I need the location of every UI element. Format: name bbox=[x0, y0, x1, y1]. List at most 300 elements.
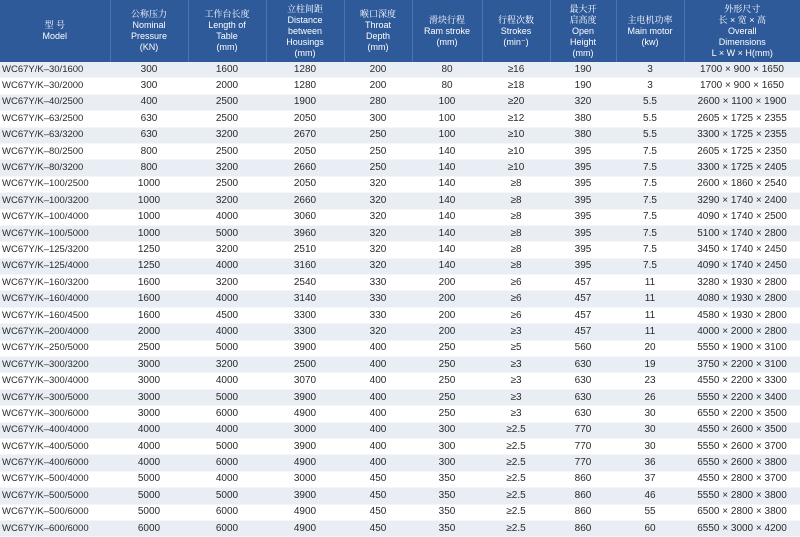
cell-ram-stroke: 100 bbox=[412, 94, 482, 110]
cell-nominal-pressure: 1600 bbox=[110, 307, 188, 323]
cell-ram-stroke: 300 bbox=[412, 438, 482, 454]
cell-open-height: 860 bbox=[550, 488, 616, 504]
cell-strokes: ≥10 bbox=[482, 127, 550, 143]
cell-nominal-pressure: 4000 bbox=[110, 422, 188, 438]
cell-table-length: 6000 bbox=[188, 504, 266, 520]
cell-main-motor: 7.5 bbox=[616, 209, 684, 225]
cell-table-length: 6000 bbox=[188, 455, 266, 471]
cell-model: WC67Y/K–100/4000 bbox=[0, 209, 110, 225]
header-row bbox=[0, 0, 800, 62]
cell-ram-stroke: 140 bbox=[412, 143, 482, 159]
table-row bbox=[0, 127, 800, 143]
cell-open-height: 630 bbox=[550, 389, 616, 405]
cell-open-height: 395 bbox=[550, 143, 616, 159]
cell-throat-depth: 400 bbox=[344, 389, 412, 405]
cell-strokes: ≥20 bbox=[482, 94, 550, 110]
cell-ram-stroke: 140 bbox=[412, 160, 482, 176]
cell-open-height: 395 bbox=[550, 209, 616, 225]
cell-main-motor: 3 bbox=[616, 78, 684, 94]
cell-table-length: 5000 bbox=[188, 438, 266, 454]
cell-nominal-pressure: 1000 bbox=[110, 176, 188, 192]
cell-model: WC67Y/K–400/4000 bbox=[0, 422, 110, 438]
cell-main-motor: 30 bbox=[616, 422, 684, 438]
table-row bbox=[0, 111, 800, 127]
table-row bbox=[0, 422, 800, 438]
cell-nominal-pressure: 2000 bbox=[110, 324, 188, 340]
cell-open-height: 630 bbox=[550, 357, 616, 373]
cell-table-length: 6000 bbox=[188, 406, 266, 422]
table-row bbox=[0, 340, 800, 356]
cell-overall-dimensions: 4550 × 2200 × 3300 bbox=[684, 373, 800, 389]
cell-throat-depth: 320 bbox=[344, 258, 412, 274]
cell-main-motor: 23 bbox=[616, 373, 684, 389]
cell-strokes: ≥12 bbox=[482, 111, 550, 127]
cell-main-motor: 55 bbox=[616, 504, 684, 520]
cell-strokes: ≥8 bbox=[482, 176, 550, 192]
cell-overall-dimensions: 3750 × 2200 × 3100 bbox=[684, 357, 800, 373]
cell-main-motor: 5.5 bbox=[616, 127, 684, 143]
cell-throat-depth: 400 bbox=[344, 438, 412, 454]
cell-ram-stroke: 350 bbox=[412, 520, 482, 536]
cell-main-motor: 19 bbox=[616, 357, 684, 373]
cell-open-height: 395 bbox=[550, 242, 616, 258]
cell-nominal-pressure: 1250 bbox=[110, 242, 188, 258]
cell-strokes: ≥2.5 bbox=[482, 455, 550, 471]
cell-housing-distance: 3060 bbox=[266, 209, 344, 225]
cell-ram-stroke: 250 bbox=[412, 406, 482, 422]
cell-open-height: 457 bbox=[550, 307, 616, 323]
cell-model: WC67Y/K–500/6000 bbox=[0, 504, 110, 520]
cell-housing-distance: 4900 bbox=[266, 406, 344, 422]
cell-ram-stroke: 250 bbox=[412, 340, 482, 356]
cell-model: WC67Y/K–30/2000 bbox=[0, 78, 110, 94]
cell-overall-dimensions: 4550 × 2600 × 3500 bbox=[684, 422, 800, 438]
cell-main-motor: 26 bbox=[616, 389, 684, 405]
cell-housing-distance: 2050 bbox=[266, 143, 344, 159]
cell-main-motor: 11 bbox=[616, 291, 684, 307]
table-row bbox=[0, 291, 800, 307]
table-row bbox=[0, 357, 800, 373]
cell-housing-distance: 3070 bbox=[266, 373, 344, 389]
cell-main-motor: 11 bbox=[616, 275, 684, 291]
cell-open-height: 395 bbox=[550, 160, 616, 176]
cell-housing-distance: 3300 bbox=[266, 307, 344, 323]
cell-strokes: ≥2.5 bbox=[482, 520, 550, 536]
cell-table-length: 4000 bbox=[188, 471, 266, 487]
cell-main-motor: 7.5 bbox=[616, 143, 684, 159]
table-row bbox=[0, 258, 800, 274]
cell-table-length: 4000 bbox=[188, 422, 266, 438]
cell-strokes: ≥8 bbox=[482, 242, 550, 258]
cell-nominal-pressure: 3000 bbox=[110, 357, 188, 373]
cell-overall-dimensions: 2600 × 1860 × 2540 bbox=[684, 176, 800, 192]
cell-nominal-pressure: 3000 bbox=[110, 406, 188, 422]
cell-throat-depth: 400 bbox=[344, 455, 412, 471]
cell-housing-distance: 3000 bbox=[266, 471, 344, 487]
cell-main-motor: 60 bbox=[616, 520, 684, 536]
cell-throat-depth: 300 bbox=[344, 111, 412, 127]
cell-strokes: ≥16 bbox=[482, 62, 550, 78]
cell-nominal-pressure: 630 bbox=[110, 127, 188, 143]
col-header-model: 型 号 Model bbox=[0, 0, 110, 62]
cell-housing-distance: 3900 bbox=[266, 389, 344, 405]
cell-table-length: 4000 bbox=[188, 324, 266, 340]
cell-main-motor: 20 bbox=[616, 340, 684, 356]
cell-nominal-pressure: 2500 bbox=[110, 340, 188, 356]
cell-model: WC67Y/K–500/5000 bbox=[0, 488, 110, 504]
cell-housing-distance: 2050 bbox=[266, 111, 344, 127]
cell-main-motor: 7.5 bbox=[616, 242, 684, 258]
cell-housing-distance: 1280 bbox=[266, 62, 344, 78]
cell-overall-dimensions: 2605 × 1725 × 2350 bbox=[684, 143, 800, 159]
col-header-main-motor: 主电机功率 Main motor (kw) bbox=[616, 0, 684, 62]
cell-housing-distance: 2660 bbox=[266, 160, 344, 176]
table-row bbox=[0, 275, 800, 291]
cell-throat-depth: 400 bbox=[344, 422, 412, 438]
cell-ram-stroke: 200 bbox=[412, 291, 482, 307]
cell-nominal-pressure: 1000 bbox=[110, 209, 188, 225]
cell-throat-depth: 250 bbox=[344, 127, 412, 143]
cell-throat-depth: 450 bbox=[344, 488, 412, 504]
cell-overall-dimensions: 5550 × 2200 × 3400 bbox=[684, 389, 800, 405]
cell-table-length: 5000 bbox=[188, 225, 266, 241]
cell-strokes: ≥8 bbox=[482, 209, 550, 225]
table-row bbox=[0, 176, 800, 192]
cell-model: WC67Y/K–200/4000 bbox=[0, 324, 110, 340]
cell-table-length: 1600 bbox=[188, 62, 266, 78]
cell-housing-distance: 2050 bbox=[266, 176, 344, 192]
cell-ram-stroke: 350 bbox=[412, 488, 482, 504]
cell-housing-distance: 1900 bbox=[266, 94, 344, 110]
cell-ram-stroke: 200 bbox=[412, 324, 482, 340]
table-row bbox=[0, 406, 800, 422]
cell-overall-dimensions: 5550 × 1900 × 3100 bbox=[684, 340, 800, 356]
cell-ram-stroke: 140 bbox=[412, 242, 482, 258]
cell-model: WC67Y/K–300/3200 bbox=[0, 357, 110, 373]
cell-main-motor: 30 bbox=[616, 438, 684, 454]
cell-overall-dimensions: 6500 × 2800 × 3800 bbox=[684, 504, 800, 520]
cell-nominal-pressure: 800 bbox=[110, 143, 188, 159]
cell-overall-dimensions: 1700 × 900 × 1650 bbox=[684, 62, 800, 78]
col-header-open-height: 最大开 启高度 Open Height (mm) bbox=[550, 0, 616, 62]
cell-model: WC67Y/K–40/2500 bbox=[0, 94, 110, 110]
cell-open-height: 770 bbox=[550, 455, 616, 471]
cell-open-height: 380 bbox=[550, 127, 616, 143]
cell-model: WC67Y/K–63/3200 bbox=[0, 127, 110, 143]
cell-table-length: 2000 bbox=[188, 78, 266, 94]
cell-overall-dimensions: 3280 × 1930 × 2800 bbox=[684, 275, 800, 291]
cell-overall-dimensions: 4000 × 2000 × 2800 bbox=[684, 324, 800, 340]
cell-nominal-pressure: 5000 bbox=[110, 504, 188, 520]
cell-table-length: 4000 bbox=[188, 209, 266, 225]
cell-throat-depth: 200 bbox=[344, 78, 412, 94]
cell-overall-dimensions: 4090 × 1740 × 2500 bbox=[684, 209, 800, 225]
table-row bbox=[0, 307, 800, 323]
cell-housing-distance: 3160 bbox=[266, 258, 344, 274]
cell-ram-stroke: 250 bbox=[412, 357, 482, 373]
cell-open-height: 860 bbox=[550, 520, 616, 536]
cell-strokes: ≥18 bbox=[482, 78, 550, 94]
cell-open-height: 770 bbox=[550, 438, 616, 454]
cell-throat-depth: 330 bbox=[344, 275, 412, 291]
col-header-housing-distance: 立柱间距 Distance between Housings (mm) bbox=[266, 0, 344, 62]
cell-throat-depth: 200 bbox=[344, 62, 412, 78]
cell-overall-dimensions: 5100 × 1740 × 2800 bbox=[684, 225, 800, 241]
cell-table-length: 3200 bbox=[188, 193, 266, 209]
cell-model: WC67Y/K–250/5000 bbox=[0, 340, 110, 356]
cell-nominal-pressure: 4000 bbox=[110, 438, 188, 454]
cell-nominal-pressure: 1250 bbox=[110, 258, 188, 274]
cell-strokes: ≥3 bbox=[482, 357, 550, 373]
cell-ram-stroke: 300 bbox=[412, 455, 482, 471]
cell-nominal-pressure: 300 bbox=[110, 78, 188, 94]
cell-model: WC67Y/K–500/4000 bbox=[0, 471, 110, 487]
cell-model: WC67Y/K–80/2500 bbox=[0, 143, 110, 159]
cell-model: WC67Y/K–100/2500 bbox=[0, 176, 110, 192]
cell-overall-dimensions: 4550 × 2800 × 3700 bbox=[684, 471, 800, 487]
col-header-nominal-pressure: 公称压力 Nominal Pressure (KN) bbox=[110, 0, 188, 62]
cell-strokes: ≥6 bbox=[482, 275, 550, 291]
table-row bbox=[0, 78, 800, 94]
cell-open-height: 395 bbox=[550, 258, 616, 274]
table-row bbox=[0, 193, 800, 209]
cell-model: WC67Y/K–600/6000 bbox=[0, 520, 110, 536]
cell-nominal-pressure: 5000 bbox=[110, 488, 188, 504]
cell-table-length: 5000 bbox=[188, 340, 266, 356]
cell-strokes: ≥3 bbox=[482, 324, 550, 340]
cell-housing-distance: 3300 bbox=[266, 324, 344, 340]
cell-nominal-pressure: 6000 bbox=[110, 520, 188, 536]
cell-strokes: ≥2.5 bbox=[482, 504, 550, 520]
cell-nominal-pressure: 3000 bbox=[110, 373, 188, 389]
cell-nominal-pressure: 800 bbox=[110, 160, 188, 176]
cell-overall-dimensions: 3450 × 1740 × 2450 bbox=[684, 242, 800, 258]
cell-open-height: 630 bbox=[550, 373, 616, 389]
cell-strokes: ≥2.5 bbox=[482, 438, 550, 454]
cell-ram-stroke: 200 bbox=[412, 307, 482, 323]
cell-nominal-pressure: 4000 bbox=[110, 455, 188, 471]
cell-main-motor: 30 bbox=[616, 406, 684, 422]
cell-overall-dimensions: 2605 × 1725 × 2355 bbox=[684, 111, 800, 127]
cell-housing-distance: 2540 bbox=[266, 275, 344, 291]
cell-throat-depth: 320 bbox=[344, 193, 412, 209]
cell-overall-dimensions: 6550 × 3000 × 4200 bbox=[684, 520, 800, 536]
cell-table-length: 4000 bbox=[188, 373, 266, 389]
table-row bbox=[0, 373, 800, 389]
cell-strokes: ≥8 bbox=[482, 193, 550, 209]
cell-throat-depth: 400 bbox=[344, 357, 412, 373]
cell-overall-dimensions: 3300 × 1725 × 2355 bbox=[684, 127, 800, 143]
cell-strokes: ≥2.5 bbox=[482, 422, 550, 438]
cell-model: WC67Y/K–300/4000 bbox=[0, 373, 110, 389]
cell-strokes: ≥3 bbox=[482, 389, 550, 405]
cell-model: WC67Y/K–30/1600 bbox=[0, 62, 110, 78]
cell-main-motor: 5.5 bbox=[616, 94, 684, 110]
cell-overall-dimensions: 5550 × 2800 × 3800 bbox=[684, 488, 800, 504]
cell-ram-stroke: 80 bbox=[412, 78, 482, 94]
cell-open-height: 860 bbox=[550, 471, 616, 487]
cell-open-height: 380 bbox=[550, 111, 616, 127]
cell-nominal-pressure: 300 bbox=[110, 62, 188, 78]
cell-main-motor: 7.5 bbox=[616, 176, 684, 192]
cell-ram-stroke: 140 bbox=[412, 193, 482, 209]
cell-housing-distance: 2670 bbox=[266, 127, 344, 143]
cell-housing-distance: 4900 bbox=[266, 455, 344, 471]
cell-overall-dimensions: 3300 × 1725 × 2405 bbox=[684, 160, 800, 176]
cell-open-height: 190 bbox=[550, 78, 616, 94]
cell-strokes: ≥8 bbox=[482, 258, 550, 274]
cell-housing-distance: 4900 bbox=[266, 520, 344, 536]
cell-housing-distance: 3900 bbox=[266, 488, 344, 504]
table-row bbox=[0, 389, 800, 405]
cell-ram-stroke: 350 bbox=[412, 471, 482, 487]
cell-throat-depth: 320 bbox=[344, 242, 412, 258]
cell-model: WC67Y/K–300/6000 bbox=[0, 406, 110, 422]
cell-strokes: ≥6 bbox=[482, 291, 550, 307]
cell-ram-stroke: 100 bbox=[412, 127, 482, 143]
cell-housing-distance: 3900 bbox=[266, 340, 344, 356]
cell-throat-depth: 250 bbox=[344, 143, 412, 159]
cell-throat-depth: 400 bbox=[344, 373, 412, 389]
cell-model: WC67Y/K–125/3200 bbox=[0, 242, 110, 258]
cell-ram-stroke: 140 bbox=[412, 258, 482, 274]
cell-throat-depth: 450 bbox=[344, 504, 412, 520]
cell-ram-stroke: 250 bbox=[412, 373, 482, 389]
table-row bbox=[0, 225, 800, 241]
cell-model: WC67Y/K–400/6000 bbox=[0, 455, 110, 471]
cell-strokes: ≥6 bbox=[482, 307, 550, 323]
cell-throat-depth: 330 bbox=[344, 291, 412, 307]
cell-model: WC67Y/K–80/3200 bbox=[0, 160, 110, 176]
cell-throat-depth: 320 bbox=[344, 176, 412, 192]
cell-nominal-pressure: 1600 bbox=[110, 275, 188, 291]
cell-throat-depth: 280 bbox=[344, 94, 412, 110]
cell-open-height: 395 bbox=[550, 225, 616, 241]
cell-overall-dimensions: 1700 × 900 × 1650 bbox=[684, 78, 800, 94]
cell-open-height: 457 bbox=[550, 291, 616, 307]
cell-throat-depth: 400 bbox=[344, 406, 412, 422]
cell-housing-distance: 3900 bbox=[266, 438, 344, 454]
cell-ram-stroke: 200 bbox=[412, 275, 482, 291]
cell-strokes: ≥10 bbox=[482, 160, 550, 176]
cell-table-length: 4500 bbox=[188, 307, 266, 323]
table-row bbox=[0, 471, 800, 487]
table-body bbox=[0, 62, 800, 537]
cell-main-motor: 7.5 bbox=[616, 160, 684, 176]
cell-ram-stroke: 140 bbox=[412, 209, 482, 225]
cell-table-length: 5000 bbox=[188, 488, 266, 504]
cell-housing-distance: 2500 bbox=[266, 357, 344, 373]
cell-open-height: 457 bbox=[550, 324, 616, 340]
cell-model: WC67Y/K–300/5000 bbox=[0, 389, 110, 405]
cell-open-height: 860 bbox=[550, 504, 616, 520]
cell-model: WC67Y/K–160/4500 bbox=[0, 307, 110, 323]
col-header-ram-stroke: 滑块行程 Ram stroke (mm) bbox=[412, 0, 482, 62]
cell-nominal-pressure: 630 bbox=[110, 111, 188, 127]
cell-housing-distance: 4900 bbox=[266, 504, 344, 520]
cell-model: WC67Y/K–400/5000 bbox=[0, 438, 110, 454]
cell-table-length: 3200 bbox=[188, 275, 266, 291]
col-header-throat-depth: 喉口深度 Throat Depth (mm) bbox=[344, 0, 412, 62]
cell-housing-distance: 2510 bbox=[266, 242, 344, 258]
cell-strokes: ≥5 bbox=[482, 340, 550, 356]
col-header-table-length: 工作台长度 Length of Table (mm) bbox=[188, 0, 266, 62]
cell-overall-dimensions: 2600 × 1100 × 1900 bbox=[684, 94, 800, 110]
cell-ram-stroke: 250 bbox=[412, 389, 482, 405]
cell-throat-depth: 450 bbox=[344, 471, 412, 487]
cell-strokes: ≥3 bbox=[482, 373, 550, 389]
cell-model: WC67Y/K–160/3200 bbox=[0, 275, 110, 291]
cell-table-length: 2500 bbox=[188, 94, 266, 110]
cell-main-motor: 36 bbox=[616, 455, 684, 471]
table-row bbox=[0, 438, 800, 454]
cell-nominal-pressure: 5000 bbox=[110, 471, 188, 487]
table-row bbox=[0, 160, 800, 176]
cell-overall-dimensions: 4090 × 1740 × 2450 bbox=[684, 258, 800, 274]
cell-nominal-pressure: 1000 bbox=[110, 193, 188, 209]
cell-strokes: ≥2.5 bbox=[482, 471, 550, 487]
cell-throat-depth: 400 bbox=[344, 340, 412, 356]
cell-throat-depth: 330 bbox=[344, 307, 412, 323]
table-row bbox=[0, 209, 800, 225]
cell-main-motor: 46 bbox=[616, 488, 684, 504]
cell-ram-stroke: 140 bbox=[412, 176, 482, 192]
cell-nominal-pressure: 3000 bbox=[110, 389, 188, 405]
cell-overall-dimensions: 4580 × 1930 × 2800 bbox=[684, 307, 800, 323]
cell-table-length: 3200 bbox=[188, 242, 266, 258]
cell-open-height: 457 bbox=[550, 275, 616, 291]
cell-strokes: ≥2.5 bbox=[482, 488, 550, 504]
cell-open-height: 630 bbox=[550, 406, 616, 422]
cell-table-length: 2500 bbox=[188, 143, 266, 159]
cell-nominal-pressure: 1000 bbox=[110, 225, 188, 241]
cell-table-length: 5000 bbox=[188, 389, 266, 405]
cell-housing-distance: 3000 bbox=[266, 422, 344, 438]
cell-main-motor: 37 bbox=[616, 471, 684, 487]
cell-overall-dimensions: 3290 × 1740 × 2400 bbox=[684, 193, 800, 209]
cell-table-length: 4000 bbox=[188, 291, 266, 307]
cell-ram-stroke: 140 bbox=[412, 225, 482, 241]
cell-nominal-pressure: 1600 bbox=[110, 291, 188, 307]
cell-throat-depth: 320 bbox=[344, 209, 412, 225]
col-header-strokes: 行程次数 Strokes (min⁻) bbox=[482, 0, 550, 62]
cell-main-motor: 5.5 bbox=[616, 111, 684, 127]
cell-main-motor: 7.5 bbox=[616, 258, 684, 274]
cell-ram-stroke: 350 bbox=[412, 504, 482, 520]
table-row bbox=[0, 62, 800, 78]
cell-model: WC67Y/K–100/3200 bbox=[0, 193, 110, 209]
cell-ram-stroke: 80 bbox=[412, 62, 482, 78]
cell-table-length: 2500 bbox=[188, 111, 266, 127]
cell-main-motor: 7.5 bbox=[616, 225, 684, 241]
cell-ram-stroke: 100 bbox=[412, 111, 482, 127]
table-row bbox=[0, 504, 800, 520]
cell-main-motor: 3 bbox=[616, 62, 684, 78]
cell-open-height: 320 bbox=[550, 94, 616, 110]
cell-housing-distance: 2660 bbox=[266, 193, 344, 209]
cell-main-motor: 11 bbox=[616, 324, 684, 340]
cell-table-length: 3200 bbox=[188, 127, 266, 143]
cell-overall-dimensions: 4080 × 1930 × 2800 bbox=[684, 291, 800, 307]
cell-throat-depth: 250 bbox=[344, 160, 412, 176]
cell-main-motor: 11 bbox=[616, 307, 684, 323]
cell-open-height: 560 bbox=[550, 340, 616, 356]
cell-table-length: 2500 bbox=[188, 176, 266, 192]
cell-housing-distance: 1280 bbox=[266, 78, 344, 94]
cell-open-height: 395 bbox=[550, 176, 616, 192]
cell-strokes: ≥8 bbox=[482, 225, 550, 241]
table-row bbox=[0, 242, 800, 258]
